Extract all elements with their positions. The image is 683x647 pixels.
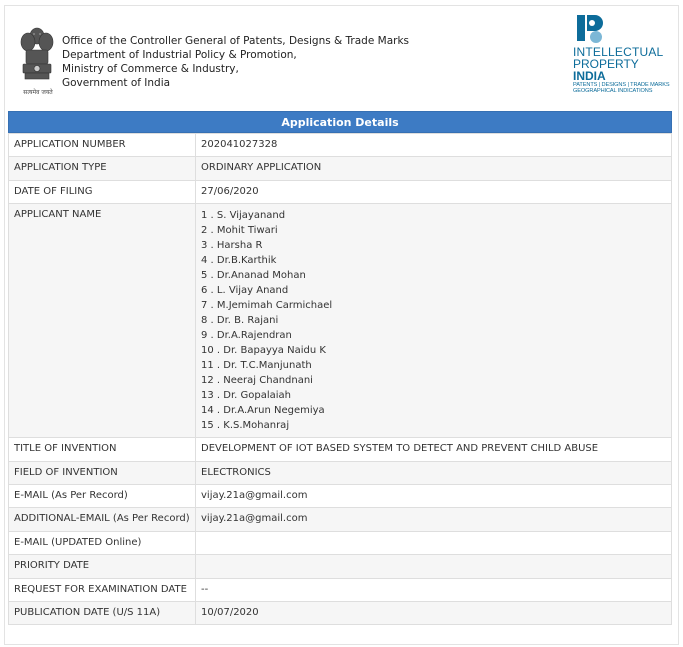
row-value [196, 555, 672, 578]
application-details-panel [8, 111, 672, 625]
applicant-item: 9 . Dr.A.Rajendran [201, 330, 292, 342]
table-row-applicants [9, 204, 672, 438]
row-label: E-MAIL (As Per Record) [9, 484, 196, 507]
panel-title: Application Details [8, 111, 672, 133]
row-label: TITLE OF INVENTION [9, 438, 196, 461]
emblem-caption: सत्यमेव जयते [23, 89, 53, 96]
applicant-item: 11 . Dr. T.C.Manjunath [201, 360, 312, 372]
office-line: Department of Industrial Policy & Promotion, [62, 49, 297, 61]
row-value: DEVELOPMENT OF IOT BASED SYSTEM TO DETECT AND PREVENT CHILD ABUSE [196, 438, 672, 461]
row-value: 27/06/2020 [196, 180, 672, 203]
applicant-item: 1 . S. Vijayanand [201, 210, 286, 222]
table-row [9, 508, 672, 531]
table-row [9, 180, 672, 203]
table-row [9, 438, 672, 461]
office-address [62, 34, 409, 90]
row-value: ORDINARY APPLICATION [196, 157, 672, 180]
row-value: ELECTRONICS [196, 461, 672, 484]
row-label: FIELD OF INVENTION [9, 461, 196, 484]
table-row [9, 484, 672, 507]
applicant-item: 2 . Mohit Tiwari [201, 225, 278, 237]
row-value: vijay.21a@gmail.com [196, 484, 672, 507]
applicant-list [196, 204, 672, 438]
row-label: ADDITIONAL-EMAIL (As Per Record) [9, 508, 196, 531]
ipi-line2-a: PROPERTY [573, 57, 639, 71]
ip-india-wordmark [573, 47, 673, 94]
applicant-item: 12 . Neeraj Chandnani [201, 375, 313, 387]
applicant-item: 7 . M.Jemimah Carmichael [201, 300, 333, 312]
applicant-item: 8 . Dr. B. Rajani [201, 315, 279, 327]
office-line: Government of India [62, 77, 171, 89]
ipi-line1: INTELLECTUAL [573, 45, 664, 59]
row-label: PUBLICATION DATE (U/S 11A) [9, 601, 196, 624]
table-row [9, 134, 672, 157]
row-label: E-MAIL (UPDATED Online) [9, 531, 196, 554]
row-label: DATE OF FILING [9, 180, 196, 203]
ip-india-mark-icon [575, 13, 605, 45]
national-emblem-icon [16, 26, 58, 94]
applicant-item: 6 . L. Vijay Anand [201, 285, 289, 297]
table-row [9, 531, 672, 554]
row-label: PRIORITY DATE [9, 555, 196, 578]
row-label: APPLICATION NUMBER [9, 134, 196, 157]
table-row [9, 601, 672, 624]
table-row [9, 461, 672, 484]
row-label: REQUEST FOR EXAMINATION DATE [9, 578, 196, 601]
office-line: Ministry of Commerce & Industry, [62, 63, 239, 75]
row-value [196, 531, 672, 554]
details-table [8, 133, 672, 625]
page-header [10, 24, 674, 102]
office-line: Office of the Controller General of Patents, Designs & Trade Marks [62, 35, 409, 47]
table-row [9, 157, 672, 180]
table-row [9, 578, 672, 601]
applicant-item: 14 . Dr.A.Arun Negemiya [201, 405, 325, 417]
applicant-item: 15 . K.S.Mohanraj [201, 420, 290, 432]
ip-india-logo [573, 13, 673, 94]
ipi-sub2: GEOGRAPHICAL INDICATIONS [573, 88, 653, 94]
applicant-item: 13 . Dr. Gopalaiah [201, 390, 292, 402]
table-row [9, 555, 672, 578]
applicant-item: 10 . Dr. Bapayya Naidu K [201, 345, 326, 357]
row-value: -- [196, 578, 672, 601]
row-label: APPLICATION TYPE [9, 157, 196, 180]
ipi-sub1: PATENTS | DESIGNS | TRADE MARKS [573, 82, 670, 88]
row-value: 202041027328 [196, 134, 672, 157]
applicant-item: 3 . Harsha R [201, 240, 263, 252]
ipi-line2 [573, 58, 673, 82]
row-value: 10/07/2020 [196, 601, 672, 624]
applicant-item: 4 . Dr.B.Karthik [201, 255, 277, 267]
applicant-item: 5 . Dr.Ananad Mohan [201, 270, 306, 282]
row-value: vijay.21a@gmail.com [196, 508, 672, 531]
row-label: APPLICANT NAME [9, 204, 196, 438]
ipi-line2-b: INDIA [573, 69, 606, 83]
